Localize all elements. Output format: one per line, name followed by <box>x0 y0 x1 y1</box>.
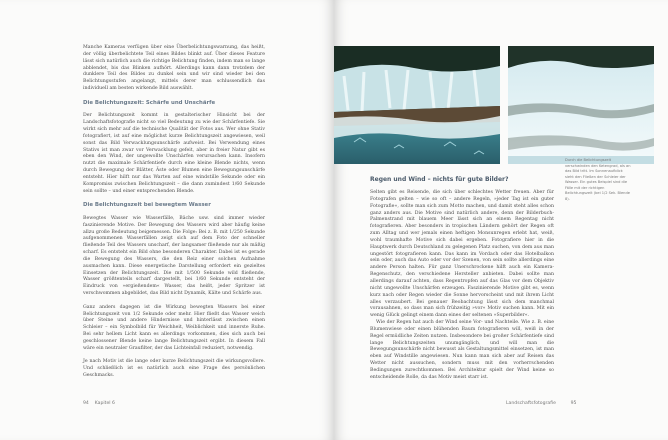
photo-waterfall-fast-shutter <box>334 46 500 164</box>
waterfall-slow-image <box>508 46 654 164</box>
left-column <box>83 45 265 387</box>
right-footer <box>506 401 576 407</box>
left-footer <box>83 401 115 407</box>
shutter-paragraph: Der Belichtungszeit kommt in gestalterischer Hinsicht bei der Landschaftsfotografie nicht so viel Bedeutung zu wie der Schärfentiefe. Sie wirkt sich mehr auf die technische Qualität der Fotos aus. Wer ohne Stativ fotografiert, ist auf eine möglichst kurze Belichtungszeit angewiesen, weil sonst das Bild Verwacklungsunschärfe aufweist. Bei Verwendung eines Stativs ist man zwar vor Verwacklung gefeit, aber in freier Natur gibt es eben den Wind, der ungewollte Unschärfen verursachen kann. Insofern nutzt die maximale Schärfentiefe durch eine kleine Blende nichts, wenn durch Bewegung der Blätter, Äste oder Blumen eine Bewegungsunschärfe entsteht. Hier hilft nur das Warten auf eine windstille Sekunde oder ein Kompromiss zwischen Belichtungszeit – die dann zumindest 1/60 Sekunde sein sollte – und einer entsprechenden Blende. <box>83 113 265 194</box>
section-heading-water: Die Belichtungszeit bei bewegtem Wasser <box>83 202 211 209</box>
water-paragraph-1: Bewegtes Wasser wie Wasserfälle, Bäche usw. sind immer wieder faszinierende Motive. Der Bewegung des Wassers wird aber häufig keine allzu große Bedeutung beigemessen. Die Folge: Bei z. B. mit 1/250 Sekunde aufgenommenen Wasserfällen zeigt sich auf dem Foto der schneller fließende Teil des Wassers unscharf, der langsamer fließende nur als mäßig scharf. Es entsteht ein Bild ohne besonderen Charakter. Dabei ist es gerade die Bewegung des Wassers, die den Reiz einer solchen Aufnahme ausmachen kann. Diese energetische Darstellung erfordert ein gezieltes Einsetzen der Belichtungszeit. Die mit 1/500 Sekunde wild fließende, Wasser größtenteils scharf dargestellt, bei 1/60 Sekunde entsteht der Eindruck von »ergießendem« Wasser, das heißt, jeder Spritzer ist verschwommen abgebildet, das Bild nicht Dynamik, Kälte und Schärfe aus. <box>83 215 265 297</box>
page-number-left: 94 <box>83 401 89 406</box>
right-column <box>370 190 554 388</box>
water-paragraph-3: Je nach Motiv ist die lange oder kurze Belichtungszeit die wirkungsvollere. Und schließlich ist es natürlich auch eine Frage des persönlichen Geschmacks. <box>83 359 265 379</box>
running-head-left: Kapitel 6 <box>94 401 115 406</box>
water-paragraph-2: Ganz anders dagegen ist die Wirkung bewegten Wassers bei einer Belichtungszeit von 1/2 Sekunde oder mehr. Hier fließt das Wasser weich über Steine und andere Hindernisse und hinterlässt zwischen einen Schleier – ein Symbolbild für Weichheit, Weiblichkeit und innerste Ruhe. Bei sehr hellem Licht kann es allerdings vorkommen, dies sich auch bei geschlossener Blende keine lange Belichtungszeit ergibt. In diesem Fall wäre ein neutraler Grauﬁlter, der das Lichteinfall reduziert, notwendig. <box>83 304 265 351</box>
section-heading-rain-wind: Regen und Wind – nichts für gute Bilder? <box>370 176 509 183</box>
waterfall-fast-image <box>334 46 500 164</box>
rain-paragraph: Selten gibt es Reisende, die sich über schlechtes Wetter freuen. Aber für Fotografen gelten – wie so oft – andere Regeln, »jeder Tag ist ein guter Fotografie«, sollte man sich zum Motto machen, und damit steht alles schon ganz anders aus. Die Motive sind natürlich andere, denn der Bilderbuch-Palmenstrand mit blauem Meer lässt sich an einem Regentag nicht fotografieren. Aber besonders in tropischen Ländern gehört der Regen oft zum Alltag und wer jemals einen heftigen Monsunregen erlebt hat, weiß, wohl traumhafte Motive sich dabei ergeben. Fotografiere hier in die Hauptwerk durch Deutschland zu gelegenen Platz suchen, von dem aus man ungestört fotografieren kann. Das kann im Vordach oder das Hotelbalkon sein oder, auch das Auto oder vor der Szenen, von sein sollte allerdings eine andere Person halten. Für ganz Unerschrockene hilft auch ein Kamera-Regenschutz, den verschiedene Hersteller anbieten. Dabei sollte man allerdings darauf achten, dass Regentropfen auf das Glas vor dem Objektiv nicht ungewollte Unschärfen erzeugen. Faszinierende Motive gibt es, wenn kurz nach oder Regen wieder die Sonne hervorscheint und mit ihrem Licht alles verzaubert. Bei genauer Beobachtung lässt sich dem manchmal vorausahnen, so dass man sich frühzeitig »vor« Motiv suchen kann. Mit ein wenig Glück gelingt einem dann eines der seltenen »Superbilder«. <box>370 190 554 319</box>
intro-paragraph: Manche Kameras verfügen über eine Überbelichtungswarnung, das heißt, der völlig überbelichtete Teil eines Bildes blinkt auf. Über dieses Feature lässt sich natürlich auch die richtige Belichtung finden, indem man so lange abblendet, bis das Blinken aufhört. Allerdings kann dann trotzdem der dunklere Teil des Bildes zu dunkel sein und wir sind wieder bei den Belichtungsstufen angelangt, mittels derer man schlussendlich das individuell am besten wirkende Bild auswählt. <box>83 45 265 92</box>
wind-paragraph: Wie der Regen hat auch der Wind seine Vor- und Nachteile. Wie z. B. eine Blumenwiese oder einen blühenden Baum fotografieren will, weiß in der Regel ermüdliche Zeiten nutzen. Insbesondere bei großer Schärfentiefe sind lange Belichtungszeiten unumgänglich, und will man die Bewegungsunschärfe nicht bewusst als Gestaltungsmittel einsetzen, ist man eben auf Windstille angewiesen. Nun kann man sich aber auf Reisen das Wetter nicht aussuchen, sondern muss mit den vorherrschenden Bedingungen zurechtkommen. Bei Architektur spielt der Wind keine so entscheidende Rolle, da das Motiv meist starr ist. <box>370 320 554 380</box>
section-heading-shutter: Die Belichtungszeit: Schärfe und Unschärfe <box>83 99 216 106</box>
photo-waterfall-slow-shutter <box>508 46 654 164</box>
photo-caption: Durch die Belichtungszeit verschwinden den Ketengrad, als an das Bild tritt. Im Sonnenaufblick sieht den Fließen der Schleier der Wasser. Ein gutes Beispiel sind die Fälle mit der richtigen Belichtungszeit (bei 1/2 Sek. Blende 8). <box>565 158 631 201</box>
page-number-right: 95 <box>570 401 577 406</box>
running-head-right: Landschaftsfotografie <box>506 401 556 406</box>
